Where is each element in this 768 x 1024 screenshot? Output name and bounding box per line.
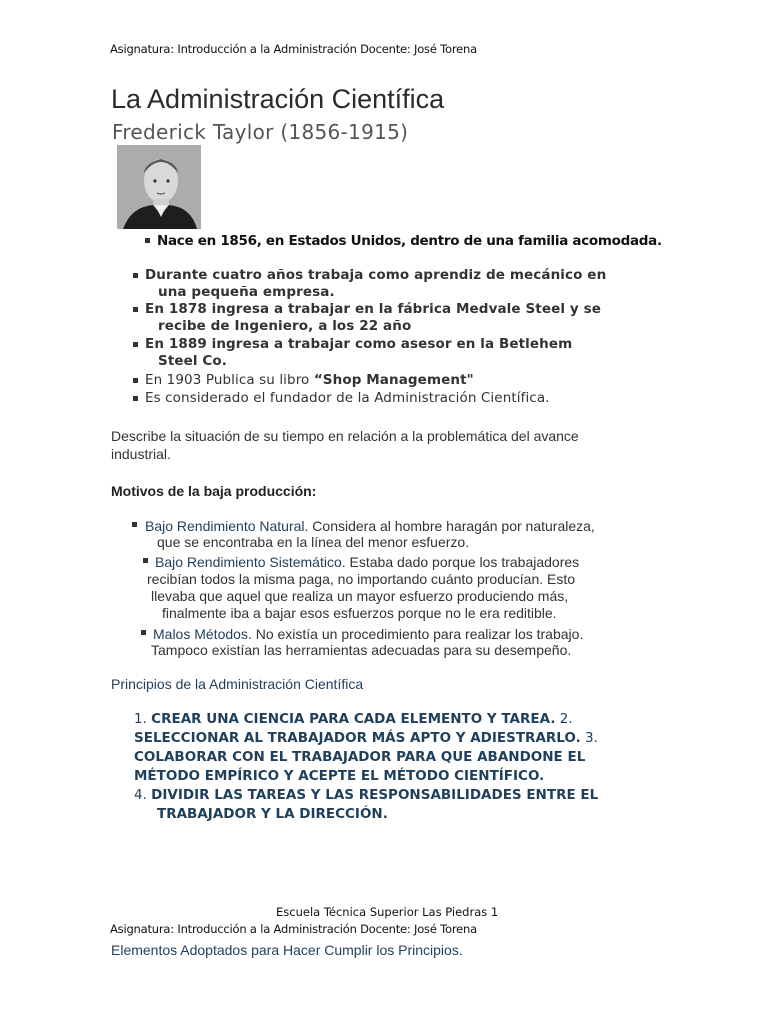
motivo-text: finalmente iba a bajar esos esfuerzos porque no le era reditible. <box>162 605 557 621</box>
bio-item-line: recibe de Ingeniero, a los 22 año <box>158 318 412 334</box>
bullet-icon <box>141 630 146 635</box>
principio-line <box>134 786 734 805</box>
principio-text: SELECCIONAR AL TRABAJADOR MÁS APTO Y ADIESTRARLO. <box>134 730 581 746</box>
motivo-text: llevaba que aquel que realiza un mayor esfuerzo produciendo más, <box>151 588 569 604</box>
portrait-photo <box>117 145 201 229</box>
page-title: La Administración Científica <box>111 84 445 114</box>
motivo-text: . Considera al hombre haragán por naturaleza, <box>304 518 595 534</box>
elementos-dot: . <box>458 942 463 958</box>
bullet-icon <box>133 396 138 401</box>
principio-number: 2. <box>555 711 573 727</box>
principio-number: 3. <box>580 730 598 746</box>
principio-text: TRABAJADOR Y LA DIRECCIÓN. <box>157 806 388 822</box>
principio-line <box>134 710 734 729</box>
bio-first-text: Nace en 1856, en Estados Unidos, dentro de una familia acomodada. <box>157 233 662 249</box>
portrait-photo-icon <box>117 145 201 229</box>
motivo-text: . No existía un procedimiento para realizar los trabajo. <box>247 626 584 642</box>
book-title: “Shop Management" <box>313 372 474 388</box>
describe-paragraph <box>111 427 711 463</box>
principio-text: MÉTODO EMPÍRICO Y ACEPTE EL MÉTODO CIENTÍFICO. <box>134 768 545 784</box>
principio-text: CREAR UNA CIENCIA PARA CADA ELEMENTO Y TAREA. <box>151 711 556 727</box>
page-subtitle: Frederick Taylor (1856-1915) <box>112 120 409 144</box>
elementos-link[interactable]: Elementos Adoptados para Hacer Cumplir los Principios <box>111 942 459 958</box>
principio-number: 1. <box>134 711 152 727</box>
motivo-text: Tampoco existían las herramientas adecuadas para su desempeño. <box>151 642 572 658</box>
describe-line: Describe la situación de su tiempo en relación a la problemática del avance <box>111 428 579 444</box>
principio-line <box>134 805 734 824</box>
list-item <box>133 372 693 390</box>
bio-item-line: Steel Co. <box>158 353 228 369</box>
elementos-heading <box>111 941 463 959</box>
page-header: Asignatura: Introducción a la Administración Docente: José Torena <box>110 42 477 56</box>
motivo-term-link[interactable]: Malos Métodos <box>153 626 248 642</box>
principio-line <box>134 748 734 767</box>
describe-line: industrial. <box>111 446 171 462</box>
bio-item-line: una pequeña empresa. <box>158 284 335 300</box>
page-header-2: Asignatura: Introducción a la Administración Docente: José Torena <box>110 922 477 936</box>
list-item <box>133 390 693 408</box>
page-footer: Escuela Técnica Superior Las Piedras 1 <box>276 905 499 919</box>
motivo-term-link[interactable]: Bajo Rendimiento Sistemático <box>155 554 342 570</box>
principio-number: 4. <box>134 787 152 803</box>
bio-item-line: En 1878 ingresa a trabajar en la fábrica Medvale Steel y se <box>145 301 601 317</box>
principios-list <box>134 710 734 824</box>
principio-text: DIVIDIR LAS TAREAS Y LAS RESPONSABILIDADES ENTRE EL <box>151 787 599 803</box>
bullet-icon <box>133 342 138 347</box>
principio-line <box>134 729 734 748</box>
bullet-icon <box>132 522 137 527</box>
motivo-text: . Estaba dado porque los trabajadores <box>341 554 580 570</box>
bio-item-line: En 1889 ingresa a trabajar como asesor en la Betlehem <box>145 336 573 352</box>
motivos-list <box>0 518 768 662</box>
list-item <box>133 301 693 336</box>
motivo-term-link[interactable]: Bajo Rendimiento Natural <box>145 518 305 534</box>
bullet-icon <box>143 558 148 563</box>
bullet-icon <box>133 273 138 278</box>
principios-heading: Principios de la Administración Científica <box>111 676 364 692</box>
bio-item-line: Durante cuatro años trabaja como aprendiz de mecánico en <box>145 267 607 283</box>
book-prefix: En 1903 Publica su libro <box>145 372 314 388</box>
list-item <box>133 267 693 301</box>
list-item <box>0 554 768 626</box>
bullet-icon <box>133 378 138 383</box>
principio-text: COLABORAR CON EL TRABAJADOR PARA QUE ABANDONE EL <box>134 749 586 765</box>
bio-list <box>133 267 693 408</box>
founder-text: Es considerado el fundador de la Administración Científica. <box>145 390 550 406</box>
list-item <box>0 518 768 554</box>
bullet-icon <box>145 238 150 243</box>
principio-line <box>134 767 734 786</box>
motivo-text: recibían todos la misma paga, no importando cuánto producían. Esto <box>147 571 576 587</box>
motivos-heading: Motivos de la baja producción: <box>111 483 317 499</box>
list-item <box>0 626 768 662</box>
motivo-text: que se encontraba en la línea del menor esfuerzo. <box>157 534 470 550</box>
bullet-icon <box>133 307 138 312</box>
list-item <box>133 336 693 372</box>
